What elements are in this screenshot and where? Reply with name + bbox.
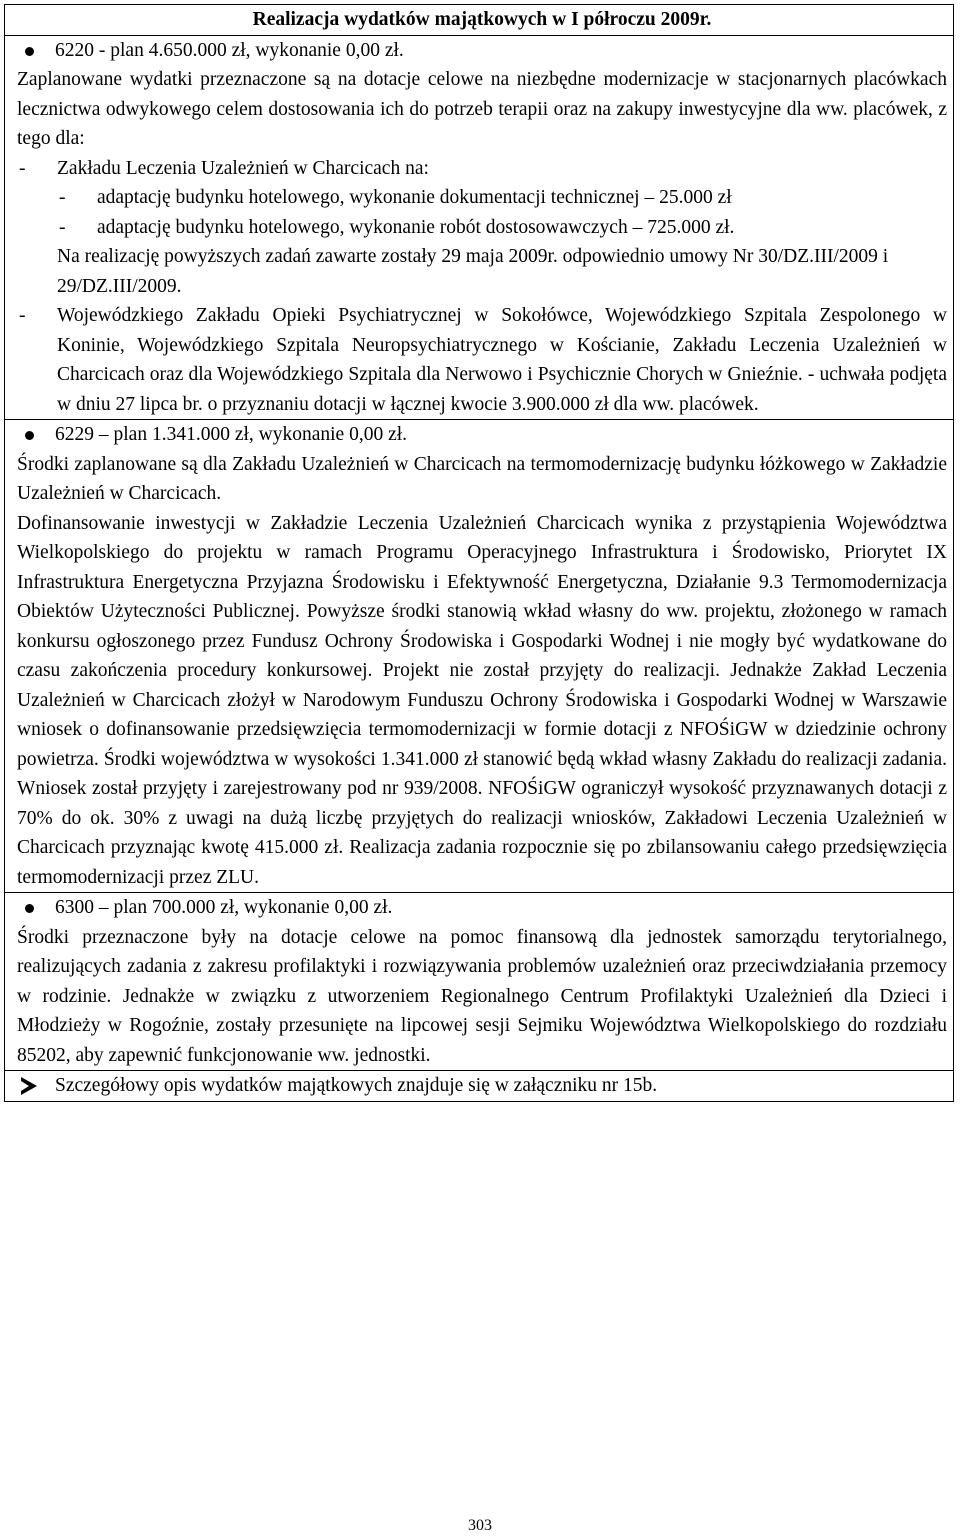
bullet-dot-icon <box>25 47 34 56</box>
para-6229-1: Środki zaplanowane są dla Zakładu Uzależnień w Charcicach na termomodernizację budynku łóżkowego w Zakładzie Uzależnień w Charcicach. <box>17 453 947 504</box>
recipient-item-2: - Wojewódzkiego Zakładu Opieki Psychiatrycznej w Sokołówce, Wojewódzkiego Szpitala Zespolonego w Koninie, Wojewódzkiego Szpitala Neuropsychiatrycznego w Kościanie, Zakładu Leczenia Uzależnień w Charcicach oraz dla Wojewódzkiego Szpitala dla Nerwowo i Psychicznie Chorych w Gnieźnie. - uchwała podjęta w dniu 27 lipca br. o przyznaniu dotacji w łącznej kwocie 3.900.000 zł dla ww. placówek. <box>17 301 947 419</box>
footer-note: Szczegółowy opis wydatków majątkowych znajduje się w załączniku nr 15b. <box>17 1071 947 1101</box>
bullet-dot-icon <box>25 904 34 913</box>
recipient-item-1: - Zakładu Leczenia Uzależnień w Charcicach na: - adaptację budynku hotelowego, wykonanie dokumentacji technicznej – 25.000 zł - adaptację budynku hotelowego, wykonanie robót dostosowawczych – 725.000 zł. Na realizację powyższych zadań zawarte zostały 29 maja 2009r. odpowiednio umowy Nr 30/DZ.III/2009 i 29/DZ.III/2009. <box>17 154 947 302</box>
dash-icon: - <box>19 157 26 179</box>
intro-6220: Zaplanowane wydatki przeznaczone są na dotacje celowe na niezbędne modernizacje w stacjonarnych placówkach lecznictwa odwykowego celem dostosowania ich do potrzeb terapii oraz na zakupy inwestycyjne dla ww. placówek, z tego dla: <box>17 69 947 149</box>
dash-icon: - <box>59 187 66 208</box>
section-heading <box>5 5 953 35</box>
section-6220 <box>5 35 953 420</box>
budget-table <box>4 4 954 1102</box>
bullet-6229: 6229 – plan 1.341.000 zł, wykonanie 0,00 zł. <box>17 420 947 450</box>
page-number: 303 <box>468 1517 492 1534</box>
arrow-bullet-icon <box>21 1077 37 1095</box>
sub-item-2: - adaptację budynku hotelowego, wykonanie robót dostosowawczych – 725.000 zł. <box>57 213 947 243</box>
bullet-6220: 6220 - plan 4.650.000 zł, wykonanie 0,00 zł. <box>17 36 947 66</box>
heading-text: Realizacja wydatków majątkowych w I półroczu 2009r. <box>252 9 712 30</box>
dash-icon: - <box>59 216 66 238</box>
sub-item-1: - adaptację budynku hotelowego, wykonanie dokumentacji technicznej – 25.000 zł <box>57 183 947 213</box>
bullet-dot-icon <box>25 431 34 440</box>
dash-icon: - <box>19 305 26 326</box>
section-6300 <box>5 892 953 1070</box>
contract-note: Na realizację powyższych zadań zawarte zostały 29 maja 2009r. odpowiednio umowy Nr 30/DZ.III/2009 i 29/DZ.III/2009. <box>57 246 889 297</box>
footer-row <box>5 1070 953 1101</box>
section-6229 <box>5 419 953 892</box>
bullet-6300: 6300 – plan 700.000 zł, wykonanie 0,00 zł. <box>17 893 947 923</box>
para-6229-2: Dofinansowanie inwestycji w Zakładzie Leczenia Uzależnień Charcicach wynika z przystąpienia Województwa Wielkopolskiego do projektu w ramach Programu Operacyjnego Infrastruktura i Środowisko, Priorytet IX Infrastruktura Energetyczna Przyjazna Środowisku i Efektywność Energetyczna, Działanie 9.3 Termomodernizacja Obiektów Użyteczności Publicznej. Powyższe środki stanowią wkład własny do ww. projektu, złożonego w ramach konkursu ogłoszonego przez Fundusz Ochrony Środowiska i Gospodarki Wodnej i nie mogły być wydatkowane do czasu zakończenia procedury konkursowej. Projekt nie został przyjęty do realizacji. Jednakże Zakład Leczenia Uzależnień w Charcicach złożył w Narodowym Funduszu Ochrony Środowiska i Gospodarki Wodnej w Warszawie wniosek o dofinansowanie przedsięwzięcia termomodernizacji w formie dotacji z NFOŚiGW w dziedzinie ochrony powietrza. Środki województwa w wysokości 1.341.000 zł stanowić będą wkład własny Zakładu do realizacji zadania. Wniosek został przyjęty i zarejestrowany pod nr 939/2008. NFOŚiGW ograniczył wysokość przyznawanych dotacji z 70% do ok. 30% z uwagi na dużą liczbę przyjętych do realizacji wniosków, Zakładowi Leczenia Uzależnień w Charcicach przyznając kwotę 415.000 zł. Realizacja zadania rozpocznie się po zbilansowaniu całego przedsięwzięcia termomodernizacji przez ZLU. <box>17 512 947 888</box>
para-6300: Środki przeznaczone były na dotacje celowe na pomoc finansową dla jednostek samorządu terytorialnego, realizujących zadania z zakresu profilaktyki i rozwiązywania problemów uzależnień oraz przeciwdziałania przemocy w rodzinie. Jednakże w związku z utworzeniem Regionalnego Centrum Profilaktyki Uzależnień dla Dzieci i Młodzieży w Rogoźnie, zostały przesunięte na lipcowej sesji Sejmiku Województwa Wielkopolskiego do rozdziału 85202, aby zapewnić funkcjonowanie ww. jednostki. <box>17 926 947 1066</box>
